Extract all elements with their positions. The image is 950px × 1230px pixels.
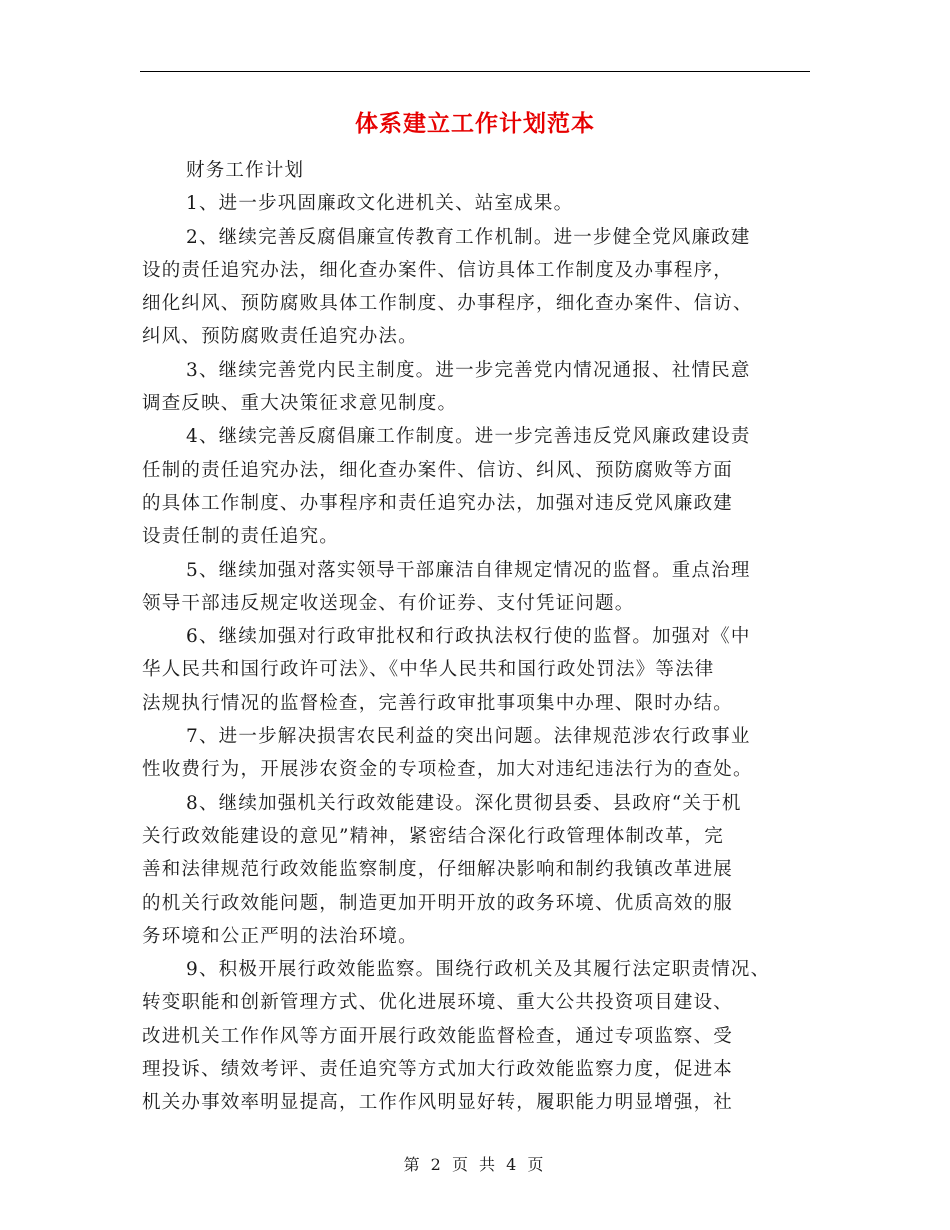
text-line: 华人民共和国行政许可法》、《中华人民共和国行政处罚法》等法律	[142, 659, 715, 681]
text-line: 理投诉、绩效考评、责任追究等方式加大行政效能监察力度，促进本	[142, 1059, 734, 1081]
text-line: 善和法律规范行政效能监察制度，仔细解决影响和制约我镇改革进展	[142, 859, 734, 881]
text-line: 2、继续完善反腐倡廉宣传教育工作机制。进一步健全党风廉政建	[186, 226, 751, 248]
page-footer: 第 2 页 共 4 页	[403, 1155, 547, 1174]
text-line: 务环境和公正严明的法治环境。	[142, 925, 418, 947]
text-line: 7、进一步解决损害农民利益的突出问题。法律规范涉农行政事业	[186, 726, 751, 748]
text-line: 4、继续完善反腐倡廉工作制度。进一步完善违反党风廉政建设责	[186, 426, 751, 448]
text-line: 领导干部违反规定收送现金、有价证券、支付凭证问题。	[142, 592, 635, 614]
text-line: 的机关行政效能问题，制造更加开明开放的政务环境、优质高效的服	[142, 892, 734, 914]
text-line: 8、继续加强机关行政效能建设。深化贯彻县委、县政府“关于机	[186, 792, 742, 814]
document-body	[142, 154, 812, 1120]
text-line: 9、积极开展行政效能监察。围绕行政机关及其履行法定职责情况、	[186, 959, 771, 981]
text-line: 3、继续完善党内民主制度。进一步完善党内情况通报、社情民意	[186, 359, 751, 381]
text-line: 财务工作计划	[186, 160, 305, 181]
header-rule	[140, 71, 810, 72]
text-line: 的具体工作制度、办事程序和责任追究办法，加强对违反党风廉政建	[142, 492, 734, 514]
text-line: 性收费行为，开展涉农资金的专项检查，加大对违纪违法行为的查处。	[142, 759, 753, 781]
text-line: 法规执行情况的监督检查，完善行政审批事项集中办理、限时办结。	[142, 692, 734, 714]
text-line: 1、进一步巩固廉政文化进机关、站室成果。	[186, 193, 574, 215]
text-line: 调查反映、重大决策征求意见制度。	[142, 393, 458, 415]
text-line: 设的责任追究办法，细化查办案件、信访具体工作制度及办事程序，	[142, 259, 734, 281]
text-line: 设责任制的责任追究。	[142, 526, 340, 548]
text-line: 5、继续加强对落实领导干部廉洁自律规定情况的监督。重点治理	[186, 559, 751, 581]
text-line: 细化纠风、预防腐败具体工作制度、办事程序，细化查办案件、信访、	[142, 293, 753, 315]
text-line: 纠风、预防腐败责任追究办法。	[142, 326, 418, 348]
text-line: 关行政效能建设的意见”精神，紧密结合深化行政管理体制改革，完	[142, 825, 724, 847]
document-title: 体系建立工作计划范本	[355, 111, 595, 137]
text-line: 任制的责任追究办法，细化查办案件、信访、纠风、预防腐败等方面	[142, 459, 734, 481]
text-line: 改进机关工作作风等方面开展行政效能监督检查，通过专项监察、受	[142, 1025, 734, 1047]
text-line: 6、继续加强对行政审批权和行政执法权行使的监督。加强对《中	[186, 626, 751, 648]
text-line: 转变职能和创新管理方式、优化进展环境、重大公共投资项目建设、	[142, 992, 734, 1014]
text-line: 机关办事效率明显提高，工作作风明显好转，履职能力明显增强，社	[142, 1092, 734, 1114]
